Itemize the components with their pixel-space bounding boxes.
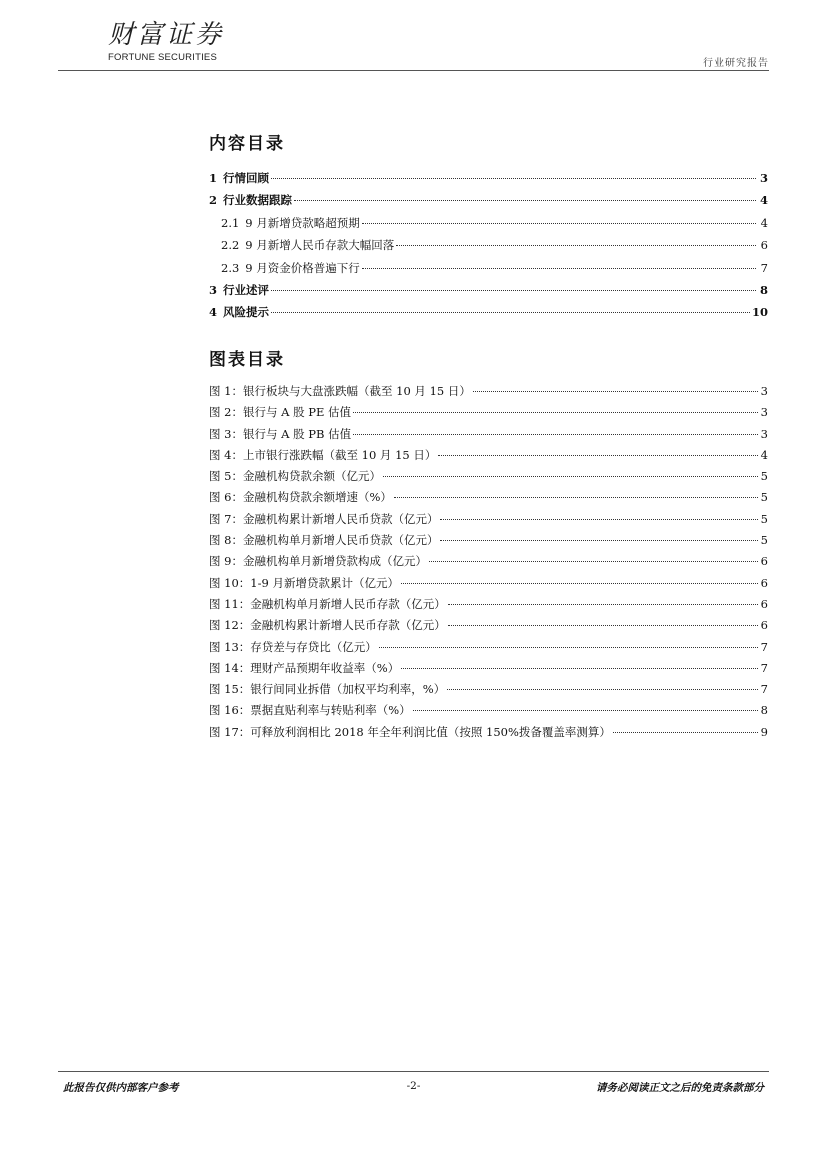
report-type: 行业研究报告 bbox=[703, 58, 769, 69]
figure-toc-label: 图 8：金融机构单月新增人民币贷款（亿元） bbox=[209, 533, 439, 548]
toc-item-number: 2.3 bbox=[221, 260, 240, 275]
toc-item-page: 7 bbox=[760, 260, 768, 275]
figure-toc-page: 6 bbox=[760, 554, 768, 569]
toc-item-number: 2.1 bbox=[221, 215, 240, 230]
figure-toc-item[interactable] bbox=[209, 424, 768, 445]
toc-item[interactable] bbox=[209, 234, 768, 256]
figure-toc-page: 7 bbox=[760, 660, 768, 675]
figure-toc-page: 5 bbox=[760, 511, 768, 526]
figure-leader-dots bbox=[413, 710, 758, 711]
toc-item[interactable] bbox=[209, 279, 768, 301]
figure-toc-item[interactable] bbox=[209, 700, 768, 721]
toc-item-label: 行情回顾 bbox=[223, 171, 270, 185]
footer-divider bbox=[58, 1071, 769, 1072]
company-logo bbox=[108, 20, 248, 63]
figure-leader-dots bbox=[613, 732, 758, 733]
figure-leader-dots bbox=[401, 583, 758, 584]
footer-disclaimer-left: 此报告仅供内部客户参考 bbox=[63, 1082, 179, 1094]
figure-toc-label: 图 13：存贷差与存贷比（亿元） bbox=[209, 639, 377, 654]
toc-leader-dots bbox=[362, 268, 756, 269]
toc-leader-dots bbox=[294, 200, 756, 201]
toc-item-label: 风险提示 bbox=[223, 305, 270, 320]
figure-leader-dots bbox=[379, 647, 758, 648]
figure-toc-item[interactable] bbox=[209, 573, 768, 594]
figure-toc-item[interactable] bbox=[209, 381, 768, 402]
figure-leader-dots bbox=[394, 497, 758, 498]
figure-toc-item[interactable] bbox=[209, 658, 768, 679]
figure-toc-label: 图 10：1-9 月新增贷款累计（亿元） bbox=[209, 575, 399, 590]
figure-toc-label: 图 11：金融机构单月新增人民币存款（亿元） bbox=[209, 596, 446, 611]
figure-toc-page: 3 bbox=[760, 426, 768, 441]
figure-toc-label: 图 3：银行与 A 股 PB 估值 bbox=[209, 426, 352, 441]
figure-leader-dots bbox=[429, 561, 758, 562]
figure-toc-label: 图 12：金融机构累计新增人民币存款（亿元） bbox=[209, 618, 446, 633]
figure-toc-label: 图 16：票据直贴利率与转贴利率（%） bbox=[209, 703, 411, 718]
figure-toc-item[interactable] bbox=[209, 679, 768, 700]
figure-toc-item[interactable] bbox=[209, 402, 768, 423]
figure-leader-dots bbox=[401, 668, 758, 669]
figure-leader-dots bbox=[440, 519, 758, 520]
figure-toc-item[interactable] bbox=[209, 445, 768, 466]
figure-toc-item[interactable] bbox=[209, 594, 768, 615]
toc-item-label: 行业数据跟踪 bbox=[223, 193, 293, 208]
figure-toc-page: 8 bbox=[760, 703, 768, 718]
toc-leader-dots bbox=[362, 223, 756, 224]
toc-item-page: 8 bbox=[759, 282, 768, 297]
figure-toc-page: 5 bbox=[760, 469, 768, 484]
figure-toc-title: 图表目录 bbox=[209, 350, 285, 370]
toc-item-label: 9 月资金价格普遍下行 bbox=[245, 260, 360, 275]
toc-item[interactable] bbox=[209, 257, 768, 279]
figure-toc-label: 图 1：银行板块与大盘涨跌幅（截至 10 月 15 日） bbox=[209, 384, 471, 398]
figure-toc-page: 3 bbox=[760, 384, 768, 398]
toc-item-label: 行业述评 bbox=[223, 282, 270, 297]
toc-item-page: 4 bbox=[759, 193, 768, 208]
figure-toc-label: 图 9：金融机构单月新增贷款构成（亿元） bbox=[209, 554, 427, 569]
logo-chinese-name: 财富证券 bbox=[108, 20, 225, 50]
figure-toc-item[interactable] bbox=[209, 615, 768, 636]
toc-item-page: 4 bbox=[760, 215, 768, 230]
figure-leader-dots bbox=[440, 540, 758, 541]
toc-leader-dots bbox=[271, 178, 756, 179]
toc-leader-dots bbox=[271, 290, 756, 291]
figure-leader-dots bbox=[448, 604, 758, 605]
toc-item[interactable] bbox=[209, 189, 768, 211]
toc-item-number: 2.2 bbox=[221, 238, 240, 253]
toc-item-number: 4 bbox=[209, 305, 218, 320]
header-divider bbox=[58, 70, 769, 71]
content-toc-section bbox=[209, 131, 768, 324]
figure-toc-item[interactable] bbox=[209, 722, 768, 743]
figure-toc-page: 4 bbox=[760, 447, 768, 462]
figure-toc-item[interactable] bbox=[209, 530, 768, 551]
figure-toc-page: 6 bbox=[760, 618, 768, 633]
figure-toc-label: 图 14：理财产品预期年收益率（%） bbox=[209, 660, 400, 675]
toc-leader-dots bbox=[271, 312, 750, 313]
toc-item-page: 10 bbox=[751, 305, 768, 320]
figure-leader-dots bbox=[473, 391, 758, 392]
toc-item-number: 3 bbox=[209, 282, 218, 297]
toc-item-label: 9 月新增贷款略超预期 bbox=[245, 215, 360, 230]
figure-toc-item[interactable] bbox=[209, 551, 768, 572]
footer-disclaimer-right: 请务必阅读正文之后的免责条款部分 bbox=[596, 1082, 764, 1094]
figure-leader-dots bbox=[448, 625, 758, 626]
figure-toc-page: 5 bbox=[760, 533, 768, 548]
content-toc-title: 内容目录 bbox=[209, 134, 285, 154]
figure-leader-dots bbox=[447, 689, 758, 690]
figure-toc-label: 图 2：银行与 A 股 PE 估值 bbox=[209, 405, 352, 420]
figure-toc-label: 图 4：上市银行涨跌幅（截至 10 月 15 日） bbox=[209, 447, 437, 462]
figure-toc-page: 3 bbox=[760, 405, 768, 420]
toc-item-number: 1 bbox=[209, 171, 218, 185]
figure-toc-page: 6 bbox=[760, 575, 768, 590]
figure-leader-dots bbox=[438, 455, 758, 456]
figure-leader-dots bbox=[353, 412, 758, 413]
figure-toc-item[interactable] bbox=[209, 637, 768, 658]
page-number: -2- bbox=[406, 1080, 421, 1092]
figure-toc-label: 图 17：可释放利润相比 2018 年全年利润比值（按照 150%拨备覆盖率测算） bbox=[209, 724, 611, 739]
figure-toc-item[interactable] bbox=[209, 487, 768, 508]
figure-toc-section bbox=[209, 347, 768, 743]
figure-toc-list bbox=[209, 381, 768, 743]
toc-item[interactable] bbox=[209, 167, 768, 189]
figure-leader-dots bbox=[383, 476, 758, 477]
figure-toc-item[interactable] bbox=[209, 509, 768, 530]
toc-leader-dots bbox=[396, 245, 756, 246]
toc-item[interactable] bbox=[209, 212, 768, 234]
figure-toc-page: 6 bbox=[760, 596, 768, 611]
toc-item-label: 9 月新增人民币存款大幅回落 bbox=[245, 238, 395, 253]
logo-english-name: FORTUNE SECURITIES bbox=[108, 52, 217, 63]
toc-item-number: 2 bbox=[209, 193, 218, 208]
figure-toc-label: 图 6：金融机构贷款余额增速（%） bbox=[209, 490, 392, 505]
figure-toc-label: 图 7：金融机构累计新增人民币贷款（亿元） bbox=[209, 511, 439, 526]
toc-item-page: 3 bbox=[759, 171, 768, 185]
figure-toc-item[interactable] bbox=[209, 466, 768, 487]
figure-toc-page: 9 bbox=[760, 724, 768, 739]
figure-leader-dots bbox=[353, 434, 758, 435]
figure-toc-label: 图 5：金融机构贷款余额（亿元） bbox=[209, 469, 381, 484]
figure-toc-page: 5 bbox=[760, 490, 768, 505]
figure-toc-page: 7 bbox=[760, 682, 768, 697]
toc-item-page: 6 bbox=[760, 238, 768, 253]
figure-toc-label: 图 15：银行间同业拆借（加权平均利率，%） bbox=[209, 682, 446, 697]
figure-toc-page: 7 bbox=[760, 639, 768, 654]
toc-item[interactable] bbox=[209, 301, 768, 323]
content-toc-list bbox=[209, 167, 768, 324]
